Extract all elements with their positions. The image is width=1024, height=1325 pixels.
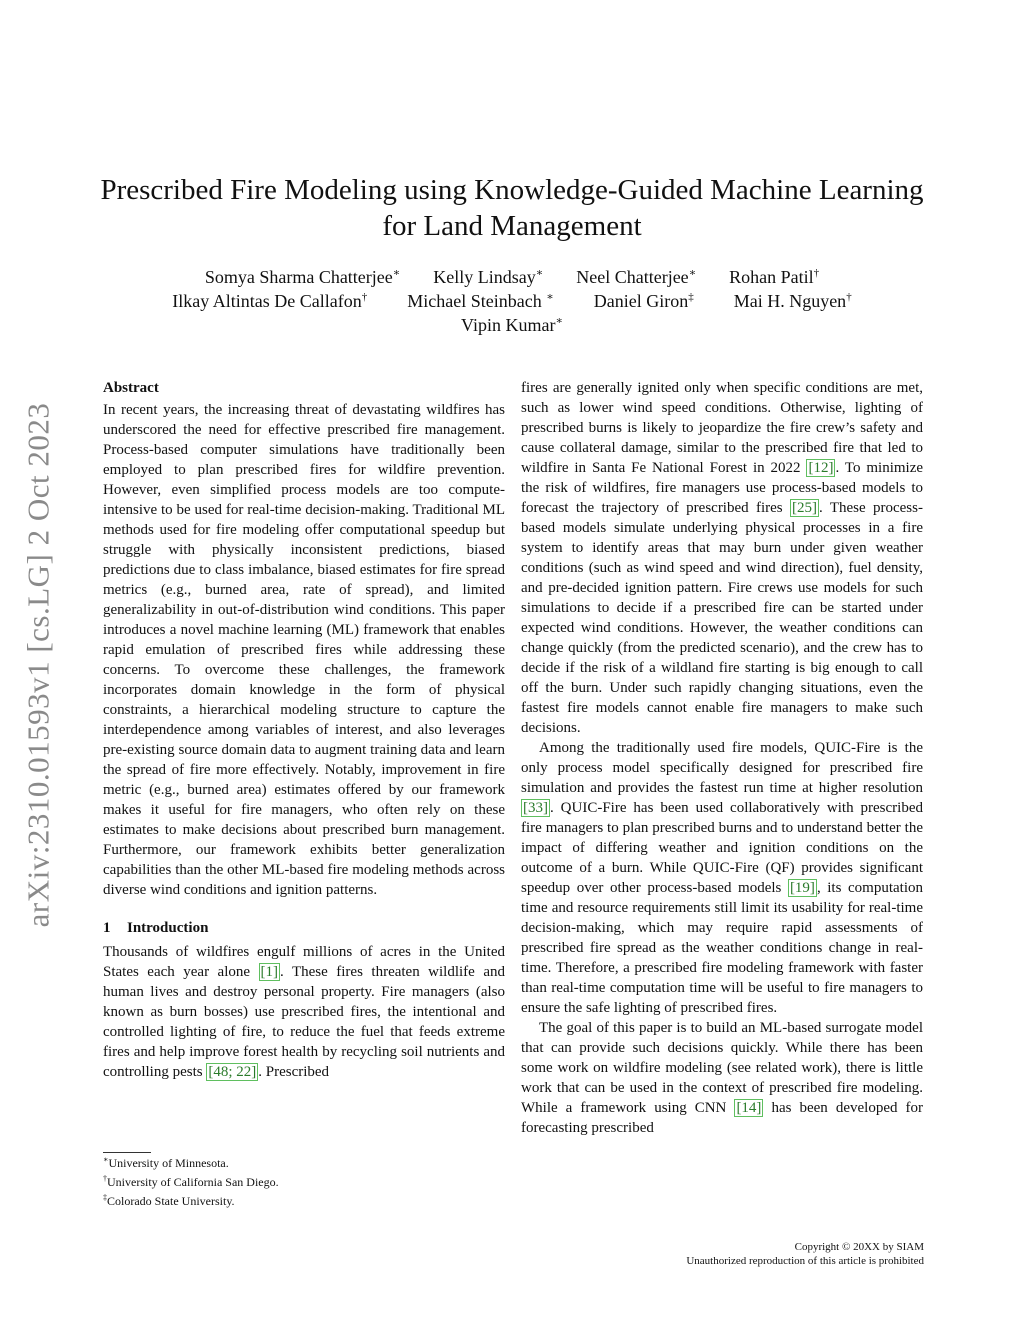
author: Rohan Patil† [729, 267, 820, 287]
author: Daniel Giron‡ [593, 291, 694, 311]
copyright-notice [686, 1240, 924, 1268]
left-column [103, 378, 505, 1082]
reproduction-notice: Unauthorized reproduction of this article is prohibited [686, 1255, 924, 1267]
intro-paragraph-3: The goal of this paper is to build an ML-based surrogate model that can provide such decisions quickly. While there has been some work on wildfire modeling (see related work), there is little work that can be used in the context of prescribed fire modeling. While a framework using CNN [14] has been developed for forecasting prescribed [521, 1020, 923, 1136]
intro-paragraph-2: Among the traditionally used fire models, QUIC-Fire is the only process model specifically designed for prescribed fire simulation and provides the fastest run time at higher resolution [33] . QUIC-Fire has been used collaboratively with prescribed fire managers to plan prescribed burns and to understand better the impact of differing weather and ignition conditions on the outcome of a burn. While QUIC-Fire (QF) provides significant speedup over other process-based models [19] , its computation time and resource requirements still limit its usability for real-time decision-making, which may require rapid assessments of prescribed fire spread as the weather conditions change in real-time. Therefore, a prescribed fire modeling framework with faster than real-time computation time will be useful to fire managers to ensure the safe lighting of prescribed fires. [521, 740, 923, 1016]
citation-link[interactable]: [14] [736, 1100, 762, 1116]
intro-paragraph-1-continued: fires are generally ignited only when specific conditions are met, such as lower wind speed conditions. Otherwise, lighting of prescribed burns is likely to jeopardize the fire crew’s safety and cause collateral damage, similar to the prescribed fire that led to wildfire in Santa Fe National Forest in 2022 [12] . To minimize the risk of wildfires, fire managers use process-based models to forecast the trajectory of prescribed fires [25] . These process-based models simulate underlying physical processes in a fire system to identify areas that may burn under given weather conditions (such as wind speed and wind direction), fuel density, and pre-decided ignition pattern. Fire crews use models for such simulations to decide if a prescribed fire can be started under expected wind conditions. However, the weather conditions can change quickly (from the predicted scenario), and the crew has to decide if the risk of a wildland fire starting is big enough to call off the burn. Under such rapidly changing situations, even the fastest fire models cannot enable fire managers to make such decisions. [521, 380, 924, 736]
copyright-line: Copyright © 20XX by SIAM [794, 1241, 924, 1253]
footnote: ‡Colorado State University. [103, 1193, 235, 1208]
footnotes [103, 1152, 503, 1209]
citation-link[interactable]: [25] [792, 500, 817, 516]
arxiv-identifier-text: arXiv:2310.01593v1 [cs.LG] 2 Oct 2023 [20, 402, 55, 928]
author: Mai H. Nguyen† [733, 291, 852, 311]
footnote: ∗University of Minnesota. [103, 1155, 229, 1170]
author: Kelly Lindsay∗ [433, 267, 544, 287]
abstract-text: In recent years, the increasing threat of devastating wildfires has underscored the need for effective prescribed fire management. Process-based computer simulations have traditionally been employed to plan prescribed fires for wildfire prevention. However, even simplified process models are too compute-intensive to be used for real-time decision-making. Traditional ML methods used for fire modeling offer computational speedup but struggle with physically inconsistent predictions, biased predictions due to class imbalance, biased estimates for fire spread metrics (e.g., burned area, rate of spread), and limited generalizability in out-of-distribution wind conditions. This paper introduces a novel machine learning (ML) framework that enables rapid emulation of prescribed fires while addressing these concerns. To overcome these challenges, the framework incorporates domain knowledge in the form of physical constraints, a hierarchical modeling structure to capture the interdependence among variables of interest, and also leverages pre-existing source domain data to augment training data and learn the spread of fire more effectively. Notably, improvement in fire metric (e.g., burned area) estimates offered by our framework makes it useful for fire managers, who often rely on these estimates to make decisions about prescribed burn management. Furthermore, our framework exhibits better generalization capabilities than the other ML-based fire modeling methods across diverse wind conditions and ignition patterns. [103, 402, 505, 898]
author-row-1 [100, 265, 924, 289]
citation-link[interactable]: [19] [789, 880, 815, 896]
citation-link[interactable]: [33] [523, 800, 548, 816]
author: Ilkay Altintas De Callafon† [172, 291, 368, 311]
author-row-2 [100, 289, 924, 313]
author: Vipin Kumar∗ [461, 315, 563, 335]
right-column [521, 378, 923, 1138]
title-line-1: Prescribed Fire Modeling using Knowledge-Guided Machine Learning [100, 174, 924, 206]
footnote: †University of California San Diego. [103, 1174, 279, 1189]
citation-link[interactable]: [1] [260, 964, 279, 980]
abstract-heading: Abstract [103, 380, 159, 396]
citation-link[interactable]: [48; 22] [208, 1064, 257, 1080]
intro-paragraph-1: Thousands of wildfires engulf millions of acres in the United States each year alone [1] . These fires threaten wildlife and human lives and destroy personal property. Fire managers (also known as burn bosses) use prescribed fires, the intentional and controlled lighting of fire, to reduce the fuel that feeds extreme fires and help improve forest health by recycling soil nutrients and controlling pests [48; 22] . Prescribed [103, 944, 505, 1080]
author: Neel Chatterjee∗ [576, 267, 697, 287]
title-line-2: for Land Management [382, 210, 642, 242]
section-heading-introduction: 1 Introduction [103, 920, 209, 936]
author: Somya Sharma Chatterjee∗ [204, 267, 401, 287]
citation-link[interactable]: [12] [808, 460, 834, 476]
arxiv-identifier [8, 370, 68, 960]
paper-title [100, 172, 924, 244]
author: Michael Steinbach ∗ [407, 291, 554, 311]
author-row-3 [100, 313, 924, 337]
